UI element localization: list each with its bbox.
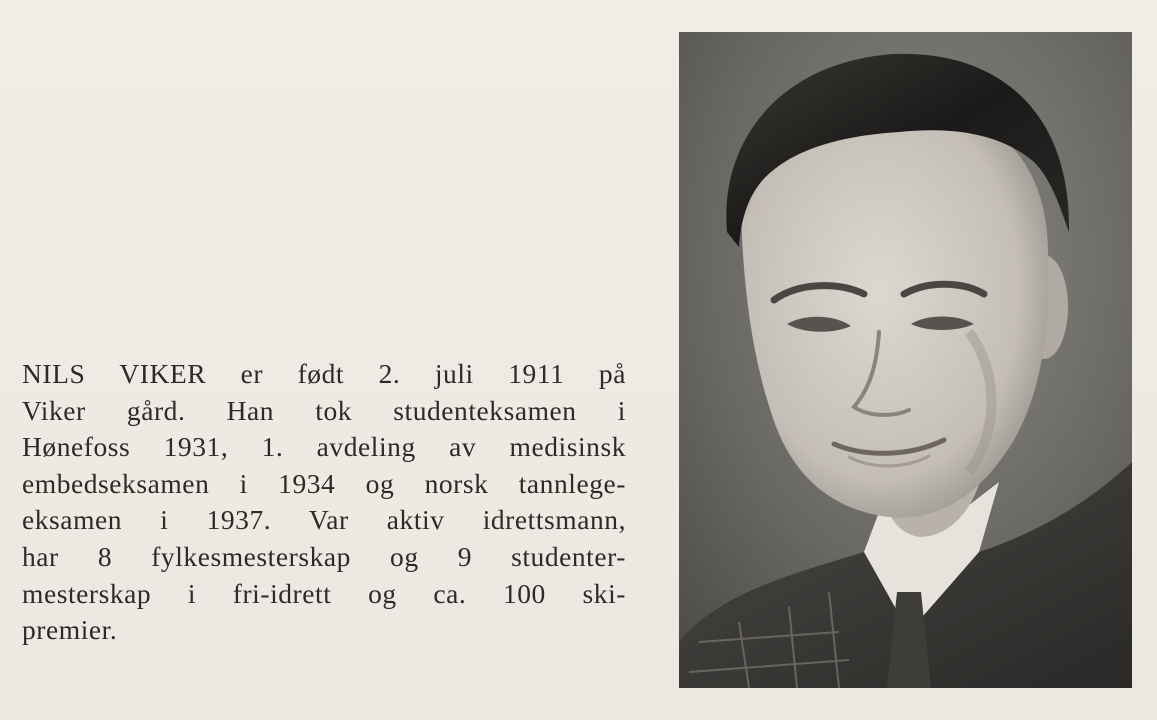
bio-line: eksamen i 1937. Var aktiv idrettsmann, — [22, 504, 626, 536]
bio-line: Viker gård. Han tok studenteksamen i — [22, 394, 626, 426]
bio-line: Hønefoss 1931, 1. avdeling av medisinsk — [22, 431, 626, 463]
bio-line: har 8 fylkesmesterskap og 9 studenter- — [22, 540, 626, 572]
bio-line: NILS VIKER er født 2. juli 1911 på — [22, 358, 626, 389]
bio-line: mesterskap i fri-idrett og ca. 100 ski- — [22, 577, 626, 609]
bio-line: embedseksamen i 1934 og norsk tannlege- — [22, 467, 626, 499]
bio-line: premier. — [22, 614, 118, 646]
portrait-photo — [679, 32, 1132, 688]
biography-text — [22, 356, 626, 649]
